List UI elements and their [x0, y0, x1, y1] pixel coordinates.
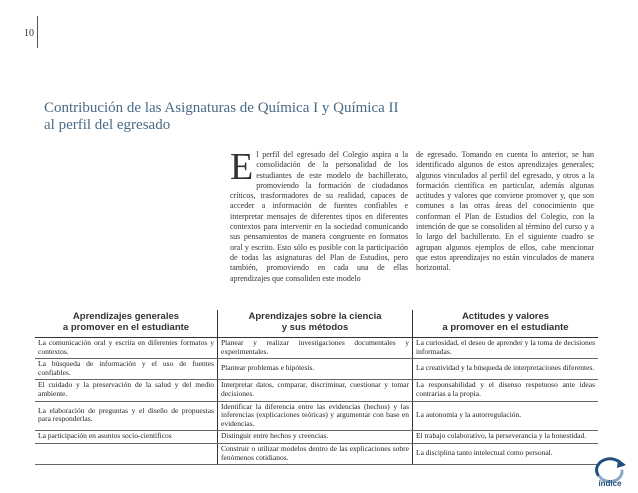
table-cell: La búsqueda de información y el uso de fuentes confiables.: [35, 359, 218, 380]
table-cell: La comunicación oral y escrita en diferentes formatos y contextos.: [35, 338, 218, 359]
table-cell: La creatividad y la búsqueda de interpretaciones diferentes.: [413, 359, 599, 380]
header-attitudes-values-line-1: Actitudes y valores: [461, 311, 550, 322]
page-number-divider: [37, 16, 38, 48]
header-general-learning: [35, 310, 218, 338]
index-nav-label[interactable]: índice: [598, 479, 622, 488]
table-cell: El cuidado y la preservación de la salud y del medio ambiente.: [35, 380, 218, 401]
table-row: [35, 338, 598, 359]
table-cell: Construir o utilizar modelos dentro de las explicaciones sobre fenómenos cotidianos.: [218, 443, 413, 464]
table-row: [35, 443, 598, 464]
header-general-learning-line-2: a promover en el estudiante: [62, 321, 190, 333]
table-cell: La autonomía y la autorregulación.: [413, 401, 599, 431]
table-cell: Planear y realizar investigaciones documentales y experimentales.: [218, 338, 413, 359]
table-cell: El trabajo colaborativo, la perseverancia y la honestidad.: [413, 431, 599, 444]
table-row: [35, 380, 598, 401]
table-row: [35, 431, 598, 444]
header-science-learning: [218, 310, 413, 338]
table-row: [35, 401, 598, 431]
table-cell: La participación en asuntos socio-científicos: [35, 431, 218, 444]
section-title-line-2: al perfil del egresado: [44, 117, 171, 133]
section-title: [44, 100, 464, 134]
table-cell: Identificar la diferencia entre las evidencias (hechos) y las inferencias (explicaciones teóricas) y argumentar con base en evidencias.: [218, 401, 413, 431]
learning-table: [35, 310, 598, 465]
table-header-row: [35, 310, 598, 338]
intro-column-1: [230, 146, 408, 284]
table-cell: [35, 443, 218, 464]
index-nav-button[interactable]: [588, 455, 632, 489]
table-cell: La curiosidad, el deseo de aprender y la toma de decisiones informadas.: [413, 338, 599, 359]
table-cell: Distinguir entre hechos y creencias.: [218, 431, 413, 444]
header-attitudes-values: [413, 310, 599, 338]
header-science-learning-line-1: Aprendizajes sobre la ciencia: [248, 311, 382, 322]
table-cell: La elaboración de preguntas y el diseño de propuestas para responderlas.: [35, 401, 218, 431]
header-science-learning-line-2: y sus métodos: [281, 321, 349, 333]
intro-column-2: de egresado. Tomando en cuenta lo anterior, se han identificado algunos de estos aprendizajes generales; algunos vinculados al perfil del egresado, y otros a la formación científica en particular, además algunas actitudes y valores que conviene promover y, que son comunes a las otras áreas del conocimiento que conforman el Plan de Estudios del Colegio, con la intención de que se consoliden al término del curso y a lo largo del bachillerato. En el siguiente cuadro se agrupan algunos ejemplos de ellos, cabe mencionar que estos aprendizajes no están vinculados de manera horizontal.: [416, 150, 594, 273]
intro-column-1-text: l perfil del egresado del Colegio aspira a la consolidación de la personalidad de los estudiantes de este modelo de bachillerato, promoviendo la formación de ciudadanos críticos, trasformadores de su realidad, capaces de acceder a información de fuentes confiables e interpretar mensajes de diferentes tipos en diferentes contextos para intervenir en la sociedad comunicando sus pensamientos de manera congruente en formatos oral y escrito. Esto sólo es posible con la participación de todas las asignaturas del Plan de Estudios, pero también, promoviendo en cada una de ellas aprendizajes que consoliden este modelo: [230, 150, 408, 283]
table-cell: La responsabilidad y el disenso respetuoso ante ideas contrarias a la propia.: [413, 380, 599, 401]
table-row: [35, 359, 598, 380]
header-attitudes-values-line-2: a promover en el estudiante: [442, 321, 569, 333]
section-title-line-1: Contribución de las Asignaturas de Química I y Química II: [44, 100, 399, 116]
table-cell: Interpretar datos, comparar, discriminar, cuestionar y tomar decisiones.: [218, 380, 413, 401]
table-cell: La disciplina tanto intelectual como personal.: [413, 443, 599, 464]
drop-cap: E: [230, 146, 254, 188]
page-number: 10: [24, 28, 34, 39]
header-general-learning-line-1: Aprendizajes generales: [72, 311, 180, 322]
table-cell: Plantear problemas e hipótesis.: [218, 359, 413, 380]
